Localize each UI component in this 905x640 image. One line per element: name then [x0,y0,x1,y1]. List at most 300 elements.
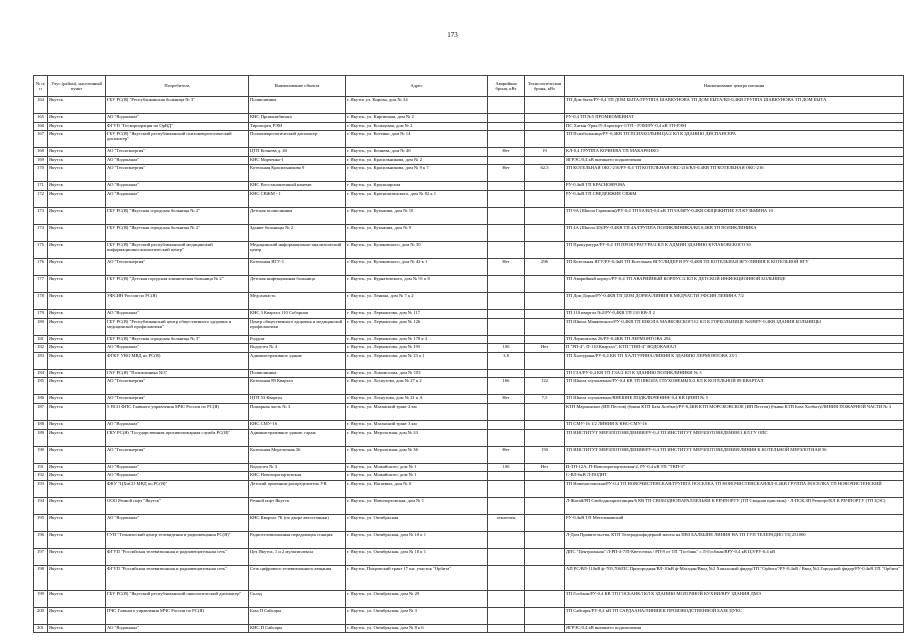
table-row [34,548,904,565]
table-row [34,114,904,123]
power-supply-table [33,75,904,633]
cell-address: г. Якутск, ул. Новопортовская, дом № 1 [346,497,488,514]
cell-object: База П Сайсары [249,607,346,624]
cell-address: г. Якутск, Покровский тракт 17 км. участок "Орбита" [346,565,488,590]
cell-address: г. Якутск, ул. Октябрьская, дом № 3 [346,607,488,624]
cell-object: КНС П Сайсары [249,624,346,633]
table-row [34,463,904,472]
cell-number: 194 [34,497,48,514]
table-row [34,318,904,335]
cell-tech-reserve [525,275,565,292]
cell-address: г. Якутск, ул. Маганский тракт 3 км [346,420,488,429]
cell-district: Якутск [48,395,106,404]
table-header-row [34,76,904,97]
table-row [34,207,904,224]
cell-consumer: ГБУ РС(Я) "Республиканская больница № 3" [106,97,249,114]
cell-emergency-reserve: Нет [488,258,525,275]
cell-number: 169 [34,156,48,165]
table-row [34,497,904,514]
cell-consumer: АО "Водоканал" [106,309,249,318]
cell-tech-reserve: 19 [525,148,565,157]
cell-tech-reserve [525,131,565,148]
cell-emergency-reserve [488,318,525,335]
cell-emergency-reserve [488,420,525,429]
cell-power-center: РУ-0,4 ТП №5 ПРОМКОМБИНАТ [565,114,904,123]
cell-number: 198 [34,565,48,590]
cell-emergency-reserve [488,182,525,191]
table-row [34,292,904,309]
cell-number: 184 [34,369,48,378]
cell-district: Якутск [48,318,106,335]
cell-emergency-reserve: 3,8 [488,352,525,369]
cell-number: 200 [34,607,48,624]
cell-emergency-reserve: Нет [488,148,525,157]
cell-object: Речной порт Якутск [249,497,346,514]
cell-emergency-reserve [488,122,525,131]
header-district: Улус (район), населенный пункт [48,76,106,97]
cell-consumer: АО "Теплоэнергия" [106,446,249,463]
table-row [34,241,904,258]
cell-object: КНС СМУ-16 [249,420,346,429]
cell-object: Детская поликлиника [249,207,346,224]
cell-power-center: С-ВЛ-6кВ Л-ПОДНТ [565,472,904,481]
table-row [34,97,904,114]
cell-emergency-reserve [488,548,525,565]
cell-consumer: ФГУП "Российская телевизионная и радиовещательная сеть" [106,548,249,565]
cell-power-center: РУ-0,4кВ ТП СВЕДЕНЖИЕ СВЖМ [565,190,904,207]
cell-power-center: ТП Халтурина/РУ-0,4 КВ ТП ХАЛТУРИНА/ЛИНИЯ К ЗДАНИЮ ЛЕРМОНТОВА 23/1 [565,352,904,369]
cell-number: 193 [34,480,48,497]
cell-address: г. Якутск, ул. Мерзлотная, дом № 36 [346,446,488,463]
cell-object: Котельная 89 Квартал [249,378,346,395]
cell-emergency-reserve [488,241,525,258]
cell-address: г. Якутск, ул. Кулаковского, дом № 30 [346,241,488,258]
cell-power-center: ТП ГЗА/РУ-0,4 КВ ТП ГЗА/2 КЛ К ЗДАНИЮ ПОЛИКЛИНИКИ № 3 [565,369,904,378]
cell-district: Якутск [48,352,106,369]
cell-consumer: АО "Теплоэнергия" [106,258,249,275]
cell-number: 175 [34,241,48,258]
cell-object: Водоузел № 3 [249,463,346,472]
cell-consumer: АО "Водоканал" [106,420,249,429]
cell-emergency-reserve: Нет [488,165,525,182]
cell-tech-reserve [525,607,565,624]
cell-emergency-reserve: 100 [488,344,525,353]
cell-number: 168 [34,148,48,157]
cell-address: г. Якутск, ул. Можайского, дом № 1 [346,472,488,481]
cell-tech-reserve [525,352,565,369]
cell-emergency-reserve [488,309,525,318]
cell-tech-reserve [525,497,565,514]
cell-number: 197 [34,548,48,565]
cell-address: г. Якутск, ул. Лермонтова, дом № 117 [346,309,488,318]
cell-consumer: АО "Водоканал" [106,463,249,472]
cell-object: КНС 3 Квартал 110 Соборная [249,309,346,318]
cell-object: Тиропорец РЭМ [249,122,346,131]
cell-consumer: ГБУ РС(Я) "Детская городская клиническая больница № 2" [106,275,249,292]
cell-tech-reserve [525,565,565,590]
table-row [34,131,904,148]
cell-number: 164 [34,97,48,114]
cell-consumer: УФСИН России по РС(Я) [106,292,249,309]
cell-address: г. Якутск ул. Кирова, дом № 34 [346,97,488,114]
cell-consumer: АО "Водоканал" [106,514,249,531]
cell-number: 177 [34,275,48,292]
table-row [34,309,904,318]
cell-power-center: П "РП-4", П-110 Квартал", КТП "ТВП-4" ВОДОКАНАЛ [565,344,904,353]
cell-emergency-reserve [488,156,525,165]
cell-emergency-reserve [488,429,525,446]
cell-address: г. Якутск, ул. Кирпичная, дом № 2 [346,114,488,123]
cell-object: Котельная Мерзлотная 36 [249,446,346,463]
cell-object: Склад [249,590,346,607]
cell-emergency-reserve [488,131,525,148]
cell-address: г. Якутск, ул. Лермонтова, дом № 126 [346,318,488,335]
cell-number: 195 [34,514,48,531]
cell-district: Якутск [48,335,106,344]
cell-emergency-reserve: 166 [488,378,525,395]
cell-address: г. Якутск, ул. Октябрьская, дом № 10 к 1 [346,548,488,565]
cell-district: Якутск [48,156,106,165]
cell-district: Якутск [48,514,106,531]
cell-object: ЦТП 53 Квартал [249,395,346,404]
cell-tech-reserve [525,122,565,131]
header-consumer: Потребитель [106,76,249,97]
cell-power-center: ТП ИНСТИТУТ МЕРЗЛОТОВЕДЕНИЯ/РУ-0,4 ТП ИНСТИТУТ МЕРЗЛОТОВЕДЕНИЯ/ЛИНИЯ К КОТЕЛЬНОЙ МЕРЗЛОТНАЯ 36 [565,446,904,463]
cell-power-center: ТП 110 квартал №2/РУ-0,4КВ ТП 110 КВ-Л 2 [565,309,904,318]
cell-address: г. Якутск, ул. Красноярская [346,182,488,191]
cell-object: Административное здание, гараж [249,429,346,446]
cell-tech-reserve [525,472,565,481]
header-address: Адрес [346,76,488,97]
cell-object: Здание больницы № 2 [249,224,346,241]
cell-tech-reserve [525,420,565,429]
cell-district: Якутск [48,420,106,429]
cell-power-center: КТП Мархинское (ИП Пестов) (бывш КТП База Хозбыт)/РУ-0,4КВ КТП МОРСКОВСКОЕ (ИП Пестов) (бывш КТП База Хозбыт)/ЛИНИЯ ПОЖАРНОЙ ЧАСТИ № 3 [565,403,904,420]
cell-power-center: ТП 4А (Школа 30)/РУ-0,4КВ ТП 4А/ГРУППА ПОЛИКЛИНИКА/ВЛ.0,4КВ ТП ПОЛИКЛИНИКА [565,224,904,241]
cell-power-center: ТП Новочистенская/РУ-0,4 ТП НОВОЧИСТЕНСКАЯ/ГРУППА ПОСЕЛКА ТП НОВОЧИСТЕНСКАЯ/ВЛ-0,4КВ ГРУППА ПОСЕЛКА ТП НОВОЧИСТЕНСКИЙ [565,480,904,497]
cell-district: Якутск [48,369,106,378]
cell-tech-reserve: 62,5 [525,165,565,182]
cell-tech-reserve [525,241,565,258]
cell-district: Якутск [48,275,106,292]
cell-consumer: АО "Теплоэнергия" [106,165,249,182]
cell-number: 191 [34,463,48,472]
cell-tech-reserve: Нет [525,344,565,353]
cell-object: Пожарная часть № 3 [249,403,346,420]
cell-power-center: ТП Дом Дорна/РУ-0,4КВ ТП ДОМ ДОРНА/ЛИНИЯ К МЕДЧАСТИ УФСИН ЛЕНИНА 7/2 [565,292,904,309]
header-tech-reserve: Технологическая броня, кВт [525,76,565,97]
cell-number: 182 [34,344,48,353]
cell-district: Якутск [48,190,106,207]
cell-object: Детский приемник-распределитель УВ [249,480,346,497]
cell-tech-reserve [525,590,565,607]
cell-district: Якутск [48,224,106,241]
table-row [34,480,904,497]
cell-object: КНС СВЖМ - 1 [249,190,346,207]
cell-address: г. Якутск, ул. Октябрьская, дом № 8 к 6 [346,624,488,633]
cell-emergency-reserve [488,369,525,378]
cell-district: Якутск [48,590,106,607]
cell-address: г. Якутск, ул. Лоскутова, дом № 21 к А [346,395,488,404]
cell-number: 196 [34,531,48,548]
table-row [34,607,904,624]
cell-power-center: АП РС/ВЛ-110кВ ф-705,706/ПС Пригородная/ВЛ-10кВ ф-Магадан/Ввод №2 Ханхасный фидер/ТП "Орбита"/РУ-0,4кВ / Ввод №2 Городской фидер/РУ-0,4кВ ТП "Орбита" [565,565,904,590]
cell-number: 174 [34,224,48,241]
cell-emergency-reserve [488,292,525,309]
cell-address: г. Якутск, ул. Ломоносова, дом № 103 [346,369,488,378]
cell-number: 181 [34,335,48,344]
cell-consumer: АО "Теплоэнергия" [106,378,249,395]
cell-emergency-reserve: Нет [488,395,525,404]
cell-address: г. Якутск, ул. Кузьмина, дом № 10 [346,207,488,224]
cell-consumer: ФГКУ УВО МВД по РС(Я) [106,352,249,369]
cell-power-center: ТП Школа глухонемых/ВНЕШНЕ ПОДКЛЮЧЕНИЯ/ 0,4 КВ ЦПНП № 5 [565,395,904,404]
cell-power-center: ТП Лермонтова 26/РУ-0,4КВ ТП ЛЕРМОНТОВА 204 [565,335,904,344]
cell-consumer: АО "Водоканал" [106,114,249,123]
cell-consumer: ГБУ РС(Я) "Якутский республиканский психоневрологический диспансер" [106,131,249,148]
cell-number: 180 [34,318,48,335]
cell-district: Якутск [48,97,106,114]
cell-tech-reserve [525,114,565,123]
cell-tech-reserve [525,624,565,633]
cell-emergency-reserve [488,607,525,624]
cell-district: Якутск [48,309,106,318]
cell-power-center: ТП 9А (Школа Гармония)/РУ-0,4 ТП 9А/ВЛ-0,4 кВ ТП 9А/ВРУ-0,4КВ ОБЩЕЖИТИЕ УЛ.КУЗЬМИНА 10 [565,207,904,224]
table-row [34,224,904,241]
cell-consumer: АО "Теплоэнергия" [106,395,249,404]
cell-number: 172 [34,190,48,207]
header-emergency-reserve: Аварийная броня, кВт [488,76,525,97]
cell-district: Якутск [48,497,106,514]
cell-number: 185 [34,378,48,395]
cell-district: Якутск [48,114,106,123]
cell-power-center: ТП Школа Маняевского/РУ-0,4КВ ТП ШКОЛА МАЯКОВСКОГО/2 КЛ К ГОРБОЛЬНИЦЕ №8/ВРУ-0,4КВ ЗДАНИЯ БОЛЬНИЦЫ [565,318,904,335]
cell-tech-reserve: 296 [525,258,565,275]
cell-district: Якутск [48,292,106,309]
cell-power-center: ТП Котельная ЯГУ/РУ-0,4кВ ТП Котельная ЯГУ/ЛИДЕР В РУ-0,4КВ ТП КОТЕЛЬНАЯ ЯГУ/ЛИНИЯ К КОТЕЛЬНОЙ ЯГУ [565,258,904,275]
cell-tech-reserve [525,429,565,446]
table-row [34,182,904,191]
cell-power-center: ТП СМУ-16 1/2 ЛИНИЯ К КНС-СМУ-16 [565,420,904,429]
cell-address: г. Якутск, ул. Ленина, дом № 7 к 2 [346,292,488,309]
cell-district: Якутск [48,463,106,472]
cell-district: Якутск [48,378,106,395]
cell-consumer: ГБУ РС(Я) "Якутская городская больница № 2" [106,224,249,241]
cell-emergency-reserve [488,565,525,590]
cell-power-center: ТП Психбольница/РУ-0,4КВ ТП ПСИХБОЛЬНИЦА/2 КЛ К ЗДАНИЮ ДИСПАНСЕРА [565,131,904,148]
cell-tech-reserve [525,292,565,309]
cell-tech-reserve [525,97,565,114]
table-row [34,369,904,378]
cell-power-center: ТП Сайсары/РУ-0,4 кВ ТП САРДААНА/ЛИНИЯ К ПРОИЗВОДСТВЕННОЙ БАЗЕ ЦУКС [565,607,904,624]
cell-emergency-reserve [488,590,525,607]
cell-tech-reserve [525,156,565,165]
cell-address: г. Якутск, ул. Кочнева, дом № 40 [346,148,488,157]
cell-consumer: ООО Речной порт "Якутск" [106,497,249,514]
cell-power-center: РУ-0,4кВ ТП Метелинавский [565,514,904,531]
cell-object: КНС Промкомбината [249,114,346,123]
cell-number: 199 [34,590,48,607]
cell-district: Якутск [48,480,106,497]
cell-object: Психоневрологический диспансер [249,131,346,148]
cell-address: г. Якутск, ул. Лоскутова, дом № 27 к 2 [346,378,488,395]
cell-consumer: ГБУ РС(Я) "Якутский республиканский медицинский информационно-аналитический центр" [106,241,249,258]
cell-emergency-reserve [488,497,525,514]
table-row [34,122,904,131]
cell-emergency-reserve [488,207,525,224]
cell-address: г. Якутск, ул. Мерзлотная, дом № 33 [346,429,488,446]
cell-emergency-reserve: 100 [488,463,525,472]
cell-object: Поликлиника [249,97,346,114]
cell-tech-reserve [525,480,565,497]
table-row [34,335,904,344]
cell-tech-reserve: 150 [525,446,565,463]
table-row [34,352,904,369]
cell-address: г. Якутск, ул. Маганский тракт 2 км [346,403,488,420]
cell-district: Якутск [48,122,106,131]
cell-tech-reserve [525,318,565,335]
cell-district: Якутск [48,403,106,420]
cell-consumer: АО "Водоканал" [106,344,249,353]
cell-district: Якутск [48,344,106,353]
cell-power-center: Л-Жатай/РП Свободнопристанция/6 КВ ТП СВОБОДНОПАРАЛЛЕЛЬКИ К РЕЧПОРТУ (ТП Сводная пристань) - Л-ПСК.ЗП Речпорт/КЛ К РЕЧПОРТУ (ТП ЦЭС) [565,497,904,514]
cell-district: Якутск [48,624,106,633]
cell-emergency-reserve [488,114,525,123]
cell-emergency-reserve [488,190,525,207]
cell-district: Якутск [48,131,106,148]
cell-consumer: ГУП "Технический центр телевидения и радиовещания РС(Я)" [106,531,249,548]
cell-object: КНС Новоаэропортовская [249,472,346,481]
header-object: Наименование объекта [249,76,346,97]
cell-tech-reserve: 122 [525,378,565,395]
cell-emergency-reserve [488,403,525,420]
cell-tech-reserve [525,403,565,420]
cell-consumer: АО "Водоканал" [106,190,249,207]
table-row [34,590,904,607]
cell-object: ЦТП Кочнева д. 40 [249,148,346,157]
cell-power-center: ПС Хатын-Урях/Л-Аэропорт-1/ТП - РЭМ/РУ-0,4 кВ ТП-РЭМ [565,122,904,131]
cell-consumer: АО "Теплоэнергия" [106,148,249,157]
cell-emergency-reserve [488,472,525,481]
table-row [34,514,904,531]
cell-number: 186 [34,395,48,404]
cell-tech-reserve: Нет [525,463,565,472]
cell-power-center: П-ТП-12А, П-Новоаэропортовская-2, РУ-0,4 кВ ТП "ТВП-3" [565,463,904,472]
cell-emergency-reserve [488,224,525,241]
table-row [34,148,904,157]
cell-emergency-reserve: отключен [488,514,525,531]
cell-tech-reserve [525,182,565,191]
header-power-center: Наименование центра питания [565,76,904,97]
cell-tech-reserve [525,224,565,241]
cell-consumer: АО "Водоканал" [106,624,249,633]
cell-tech-reserve [525,369,565,378]
cell-district: Якутск [48,446,106,463]
table-row [34,190,904,207]
table-body [34,97,904,633]
cell-number: 201 [34,624,48,633]
cell-tech-reserve [525,531,565,548]
cell-tech-reserve [525,190,565,207]
cell-number: 179 [34,309,48,318]
cell-power-center: ТП Дом быта/РУ-0,4 ТП ДОМ БЫТА/ГРУППА ШАВКУНОВА ТП ДОМ БЫТА/ВЛ-0,4КВ ГРУППА ШАВКУНОВА ТП ДОМ БЫТА [565,97,904,114]
cell-address: г. Якутск, ул. Кузьмина, дом № 9 [346,224,488,241]
cell-power-center: ТП ИНСТИТУТ МЕРЗЛОТОВЕДЕНИЯ/РУ-0,4 ТП ИНСТИТУТ МЕРЗЛОТОВЕДЕНИЯ/1 КЛ ГУ ОПС [565,429,904,446]
cell-object: Радиотелевизионная передающая станция [249,531,346,548]
cell-emergency-reserve [488,480,525,497]
cell-address: г. Якутск, ул. Октябрьская, дом № 10 к 1 [346,531,488,548]
cell-consumer: ФКУ "ЦХиСО МВД по РС(Я)" [106,480,249,497]
cell-consumer: ГБУ РС(Я) "Якутская городская больница № 3" [106,335,249,344]
cell-address: г. Якутск, ул. Лермонтова, дом № 23 к 1 [346,352,488,369]
cell-power-center: ТП Госбанк/РУ-0,4 КВ ТП ГОСБАНК/1КЛ К ЗДАНИЮ МОЛОЧНОЙ КУХНИ/ВРУ ЗДАНИЯ ДМЭ [565,590,904,607]
cell-number: 192 [34,472,48,481]
cell-address: г. Якутск, ул. Нагаевых, дом № 0 [346,480,488,497]
cell-district: Якутск [48,548,106,565]
cell-tech-reserve [525,309,565,318]
cell-emergency-reserve [488,275,525,292]
cell-number: 190 [34,446,48,463]
cell-address: г. Якутск, ул. Кольцевая, дом № 2 [346,122,488,131]
cell-consumer: ФГУП "Российская телевизионная и радиовещательная сеть" [106,565,249,590]
cell-address: г. Якутск, ул. Красильникова, дом № 9 к 7 [346,165,488,182]
cell-district: Якутск [48,258,106,275]
cell-power-center: ТП Школа глухонемых/РУ-0,4 КВ ТП ШКОЛА ГЛУХОНЕМЫХ/2 КЛ К КОТЕЛЬНОЙ 89 КВАРТАЛ [565,378,904,395]
cell-power-center: Л-Дом Правительства, КТП Телерадиофидерной мачты на ПВЗ БАЛБЫНЕ ЛИНИЯ НА ТП ГУП ТЕЛЕРАДИО ТЦ 251000 [565,531,904,548]
cell-object: Цех Якутск, 1 и 2 мультиплексы [249,548,346,565]
cell-power-center: КЛ-0,4 ГРУППА КОЧНЕВА ТП МАКАРЕНКО [565,148,904,157]
cell-district: Якутск [48,182,106,191]
table-row [34,275,904,292]
cell-consumer: 5 ПСО ФПС Главного управления МЧС России по РС(Я) [106,403,249,420]
cell-object: Роддом [249,335,346,344]
table-row [34,565,904,590]
table-row [34,472,904,481]
cell-address: г. Якутск, ул. Лермонтова, дом № 195 [346,344,488,353]
cell-address: г. Якутск, ул. Октябрьская, дом № 20 [346,590,488,607]
cell-consumer: ГБУ РС(Я) "Якутский республиканский онкологический диспансер" [106,590,249,607]
cell-emergency-reserve [488,335,525,344]
cell-tech-reserve [525,514,565,531]
cell-object: Поликлиника [249,369,346,378]
cell-district: Якутск [48,148,106,157]
header-number: № п/п [34,76,48,97]
cell-address: г. Якутск, ул. Кулаковского, дом № 42 к 1 [346,258,488,275]
cell-number: 165 [34,114,48,123]
cell-consumer: ГБУ РС(Я) "Республиканский центр общественного здоровья и медицинской профилактики" [106,318,249,335]
table-row [34,156,904,165]
table-row [34,403,904,420]
cell-address: г. Якутск, ул. Красноштанского, дом № 82 к 1 [346,190,488,207]
cell-object: Сеть цифрового телевизионного вещания [249,565,346,590]
cell-district: Якутск [48,207,106,224]
cell-object: Котельная Красильникова 9 [249,165,346,182]
table-row [34,446,904,463]
table-row [34,378,904,395]
cell-object: Медицинский информационно-аналитический центр [249,241,346,258]
cell-district: Якутск [48,531,106,548]
cell-object: Медсанчасть [249,292,346,309]
cell-number: 188 [34,420,48,429]
cell-power-center: РУ-0,4кВ ТП КРАСНОЯРОВА [565,182,904,191]
cell-consumer: ГАУ РС(Я) "Поликлиника №3" [106,369,249,378]
cell-power-center: ТП Аварийный корпус/РУ-0,4 ТП АВАРИЙНЫЙ КОРПУС/2 КЛ К ДЕТСКОЙ ИНФЕКЦИОННОЙ БОЛЬНИЦЕ [565,275,904,292]
cell-emergency-reserve [488,531,525,548]
cell-object: КНС Марченко-1 [249,156,346,165]
cell-object: Водоузел № 4 [249,344,346,353]
cell-consumer: ПЧС Главного управления МЧС России по РС(Я) [106,607,249,624]
cell-number: 173 [34,207,48,224]
